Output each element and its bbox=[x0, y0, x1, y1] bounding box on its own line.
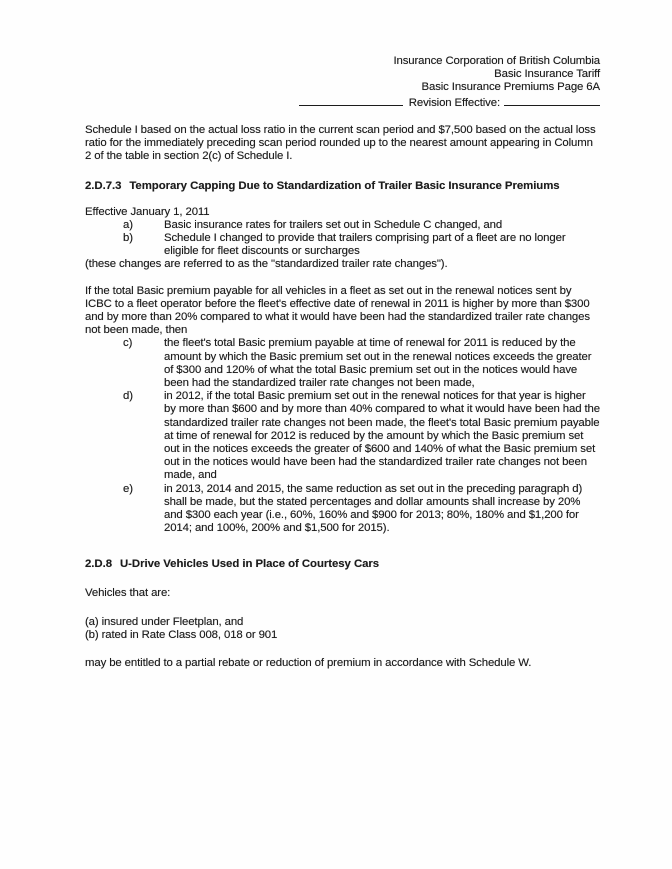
header-org: Insurance Corporation of British Columbia bbox=[393, 55, 600, 67]
list-item-e-text: in 2013, 2014 and 2015, the same reduction as set out in the preceding paragraph d) shall be made, but the stated percentages and dollar amounts shall increase by 20% and $300 each year (i.e., 60%, 160% and $900 for 2013; 80%, 180% and $1,200 for 2014; and 100%, 200% and $1,500 for 2015). bbox=[164, 482, 583, 535]
revision-effective-label: Revision Effective: bbox=[408, 96, 500, 109]
list-item-a-label: a) bbox=[123, 218, 133, 231]
criteria-item-a bbox=[85, 616, 600, 629]
header-revision-line bbox=[85, 95, 600, 110]
list-item-a bbox=[85, 219, 600, 232]
section-2d8-title: U-Drive Vehicles Used in Place of Courtesy Cars bbox=[119, 557, 380, 570]
list-item-c bbox=[85, 337, 600, 390]
section-2d73-heading bbox=[85, 180, 600, 193]
list-item-e-label: e) bbox=[123, 482, 133, 495]
list-item-a-text: Basic insurance rates for trailers set out in Schedule C changed, and bbox=[164, 218, 503, 231]
closing-paragraph: may be entitled to a partial rebate or reduction of premium in accordance with Schedule W. bbox=[85, 657, 532, 670]
vehicles-lead-line: Vehicles that are: bbox=[85, 586, 171, 599]
header-doc-title: Basic Insurance Tariff bbox=[494, 68, 600, 81]
list-item-d-label: d) bbox=[123, 390, 133, 403]
criteria-item-a-label: (a) bbox=[85, 615, 99, 628]
list-item-b-text: Schedule I changed to provide that trailers comprising part of a fleet are no longer eligible for fleet discounts or surcharges bbox=[164, 232, 566, 258]
revision-blank-line-left bbox=[299, 95, 403, 106]
section-2d73-number: 2.D.7.3 bbox=[85, 180, 122, 193]
criteria-item-b bbox=[85, 629, 600, 642]
list-item-d-text: in 2012, if the total Basic premium set out in the renewal notices for that year is higher by more than $600 and by more than 40% compared to what it would have been had the standardized trailer rate changes not been made, the fleet's total Basic premium payable at time of renewal for 2012 is reduced by the amount by which the Basic premium set out in the notices exceeds the greater of $600 and 140% of what the Basic premium set out in the notices would have been had the standardized trailer rate changes not been made, and bbox=[164, 390, 600, 482]
intro-paragraph: Schedule I based on the actual loss ratio in the current scan period and $7,500 based on the actual loss ratio for the immediately preceding scan period rounded up to the nearest amount appearing in Column 2 of the table in section 2(c) of Schedule I. bbox=[85, 123, 596, 163]
parenthetical-note: (these changes are referred to as the "standardized trailer rate changes"). bbox=[85, 258, 448, 271]
section-2d8-number: 2.D.8 bbox=[85, 557, 112, 570]
revision-blank-line-right bbox=[504, 95, 600, 106]
document-header bbox=[85, 55, 600, 110]
criteria-item-b-text: rated in Rate Class 008, 018 or 901 bbox=[101, 629, 278, 642]
list-item-d bbox=[85, 390, 600, 482]
list-item-b-label: b) bbox=[123, 232, 133, 245]
list-item-c-text: the fleet's total Basic premium payable at time of renewal for 2011 is reduced by the amount by which the Basic premium set out in the renewal notices exceeds the greater of $300 and 120% of what the total Basic premium set out in the notices would have been had the standardized trailer rate changes not been made, bbox=[164, 337, 592, 390]
list-item-c-label: c) bbox=[123, 337, 133, 350]
list-item-b bbox=[85, 232, 600, 258]
criteria-item-b-label: (b) bbox=[85, 629, 99, 642]
vehicle-criteria-list bbox=[85, 616, 600, 642]
effective-date-line: Effective January 1, 2011 bbox=[85, 205, 210, 218]
criteria-item-a-text: insured under Fleetplan, and bbox=[101, 615, 244, 628]
header-page-title: Basic Insurance Premiums Page 6A bbox=[421, 81, 600, 94]
section-2d73-title: Temporary Capping Due to Standardization of Trailer Basic Insurance Premiums bbox=[129, 180, 560, 193]
condition-paragraph: If the total Basic premium payable for all vehicles in a fleet as set out in the renewal notices sent by ICBC to a fleet operator before the fleet's effective date of renewal in 2011 is higher by more than $300 and by more than 20% compared to what it would have been had the standardized trailer rate changes not been made, then bbox=[85, 284, 590, 337]
section-2d8-heading bbox=[85, 558, 600, 571]
list-item-e bbox=[85, 483, 600, 536]
